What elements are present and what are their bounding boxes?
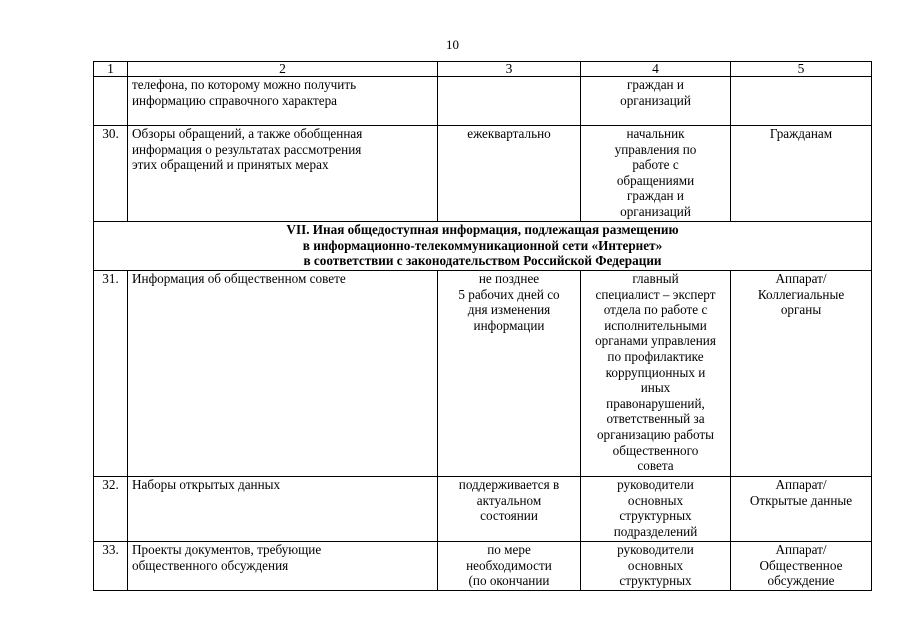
info-name: телефона, по которому можно получить информацию справочного характера (128, 77, 438, 126)
header-cell: 4 (581, 62, 731, 77)
info-responsible: руководители основных структурных (581, 542, 731, 591)
info-responsible: руководители основных структурных подразделений (581, 477, 731, 542)
info-recipients: Аппарат/ Общественное обсуждение (731, 542, 872, 591)
row-number: 32. (94, 477, 128, 542)
page-number: 10 (446, 37, 459, 52)
info-recipients (731, 77, 872, 126)
row-number: 33. (94, 542, 128, 591)
header-cell: 1 (94, 62, 128, 77)
info-responsible: граждан и организаций (581, 77, 731, 126)
table-row (94, 542, 872, 591)
document-table (93, 61, 872, 591)
table-row (94, 126, 872, 222)
info-period: ежеквартально (438, 126, 581, 222)
info-name: Обзоры обращений, а также обобщенная информация о результатах рассмотрения этих обращений и принятых мерах (128, 126, 438, 222)
info-period (438, 77, 581, 126)
info-period: по мере необходимости (по окончании (438, 542, 581, 591)
info-responsible: начальник управления по работе с обращениями граждан и организаций (581, 126, 731, 222)
section-title: VII. Иная общедоступная информация, подлежащая размещению в информационно-телекоммуникационной сети «Интернет» в соответствии с законодательством Российской Федерации (94, 222, 872, 271)
info-period: поддерживается в актуальном состоянии (438, 477, 581, 542)
info-period: не позднее 5 рабочих дней со дня изменения информации (438, 271, 581, 477)
row-number: 31. (94, 271, 128, 477)
info-responsible: главный специалист – эксперт отдела по работе с исполнительными органами управления по профилактике коррупционных и иных правонарушений, ответственный за организацию работы общественного совета (581, 271, 731, 477)
header-cell: 5 (731, 62, 872, 77)
info-name: Проекты документов, требующие общественного обсуждения (128, 542, 438, 591)
row-number: 30. (94, 126, 128, 222)
table-header-row (94, 62, 872, 77)
info-recipients: Аппарат/ Коллегиальные органы (731, 271, 872, 477)
header-cell: 3 (438, 62, 581, 77)
table-row (94, 477, 872, 542)
table-row (94, 77, 872, 126)
info-name: Наборы открытых данных (128, 477, 438, 542)
header-cell: 2 (128, 62, 438, 77)
table-row (94, 271, 872, 477)
info-recipients: Аппарат/ Открытые данные (731, 477, 872, 542)
row-number (94, 77, 128, 126)
section-header-row (94, 222, 872, 271)
info-name: Информация об общественном совете (128, 271, 438, 477)
info-recipients: Гражданам (731, 126, 872, 222)
